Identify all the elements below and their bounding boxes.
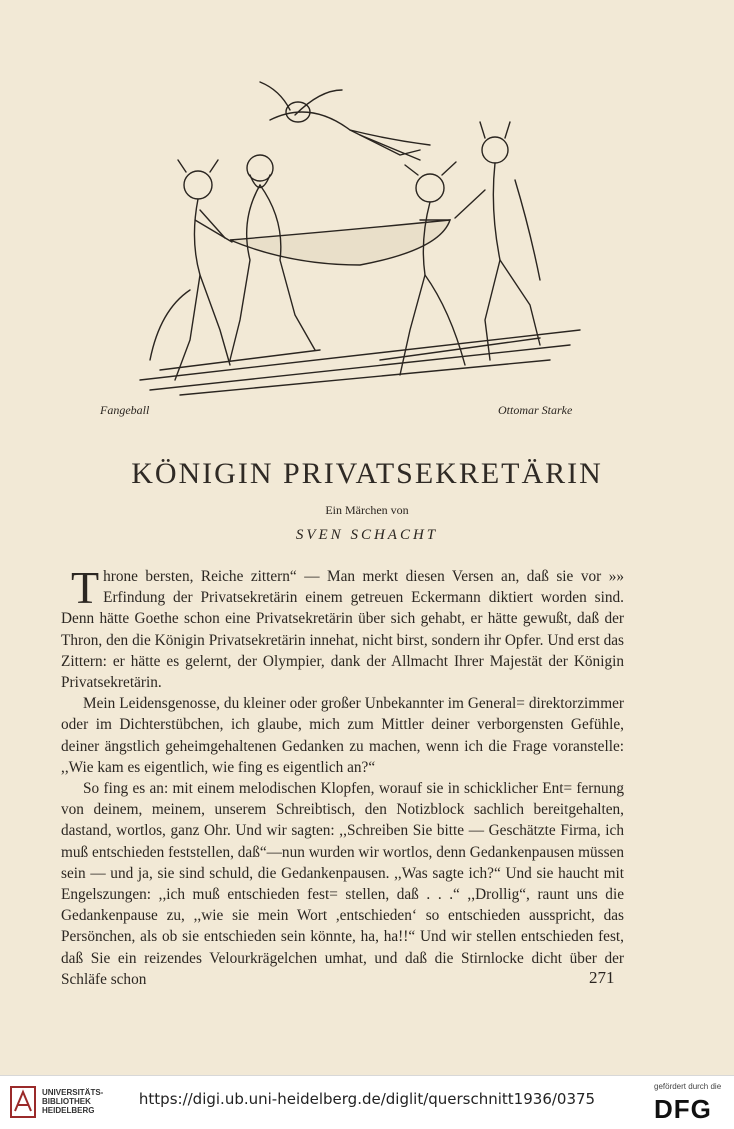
article-author: SVEN SCHACHT <box>295 527 439 543</box>
illustration-fangeball <box>120 60 600 400</box>
dfg-logo[interactable]: DFG <box>654 1094 712 1124</box>
drop-cap: T <box>71 562 100 613</box>
page-number: 271 <box>589 968 615 987</box>
illustration-caption-artist: Ottomar Starke <box>498 403 573 417</box>
article-title: KÖNIGIN PRIVATSEKRETÄRIN <box>131 457 603 490</box>
article-subtitle: Ein Märchen von <box>325 503 409 517</box>
paragraph-3: So fing es an: mit einem melodischen Klopfen, worauf sie in schicklicher Ent= fernung von deinem, meinem, unserem Schreibtisch, den Notizblock sachlich bereitgehalten, dastand, wortlos, ganz Ohr. Und wir sagten: ,,Schreiben Sie bitte — Geschätzte Firma, ich muß entschieden feststellen, daß“—nun wurden wir wortlos, denn Gedankenpausen müssen sein — und ja, sie sind schuld, die Gedankenpausen. ,,Was sagte ich?“ Und sie haucht mit Engelszungen: ,,ich muß entschieden fest= stellen, daß . . .“ ,,Drollig“, raunt uns die Gedankenpause zu, ,,wie sie mein Wort ,entschieden‘ so entschieden ausspricht, das Persönchen, als ob sie entschieden sein könnte, ha, ha!!“ Und wir stellen entschieden fest, daß Sie ein reizendes Velourkrägelchen umhat, und daß die Stirnlocke dicht über der Schläfe schon <box>61 780 624 988</box>
illustration-caption-title: Fangeball <box>100 403 150 417</box>
permalink-url[interactable]: https://digi.ub.uni-heidelberg.de/diglit/querschnitt1936/0375 <box>138 1090 596 1108</box>
institution-line-1: UNIVERSITÄTS- <box>42 1088 104 1097</box>
article-body <box>61 562 624 990</box>
institution-line-3: HEIDELBERG <box>42 1106 95 1115</box>
institution-line-2: BIBLIOTHEK <box>42 1097 91 1106</box>
funded-by-label: gefördert durch die <box>654 1082 722 1091</box>
paragraph-2: Mein Leidensgenosse, du kleiner oder großer Unbekannter im General= direktorzimmer oder im Dichterstübchen, ich glaube, mich zum Mittler deiner verborgensten Gefühle, deiner ängstlich geheimgehaltenen Gedanken zu machen, wenn ich die Frage voranstelle: ,,Wie kam es eigentlich, wie fing es eigentlich an?“ <box>61 695 624 776</box>
viewer-footer <box>0 1075 734 1129</box>
paragraph-1-text: hrone bersten, Reiche zittern“ — Man merkt diesen Versen an, daß sie vor »» Erfindung der Privatsekretärin einem getreuen Eckermann diktiert worden sind. Denn hätte Goethe schon eine Privatsekretärin über sich gehabt, er hätte gewußt, daß der Thron, den die Königin Privatsekretärin innehat, nicht birst, sondern ihr Opfer. Und erst das Zittern: er hätte es gelernt, der Olympier, dank der Allmacht Ihrer Majestät der Königin Privatsekretärin. <box>61 568 624 692</box>
paragraph-1 <box>61 562 624 693</box>
